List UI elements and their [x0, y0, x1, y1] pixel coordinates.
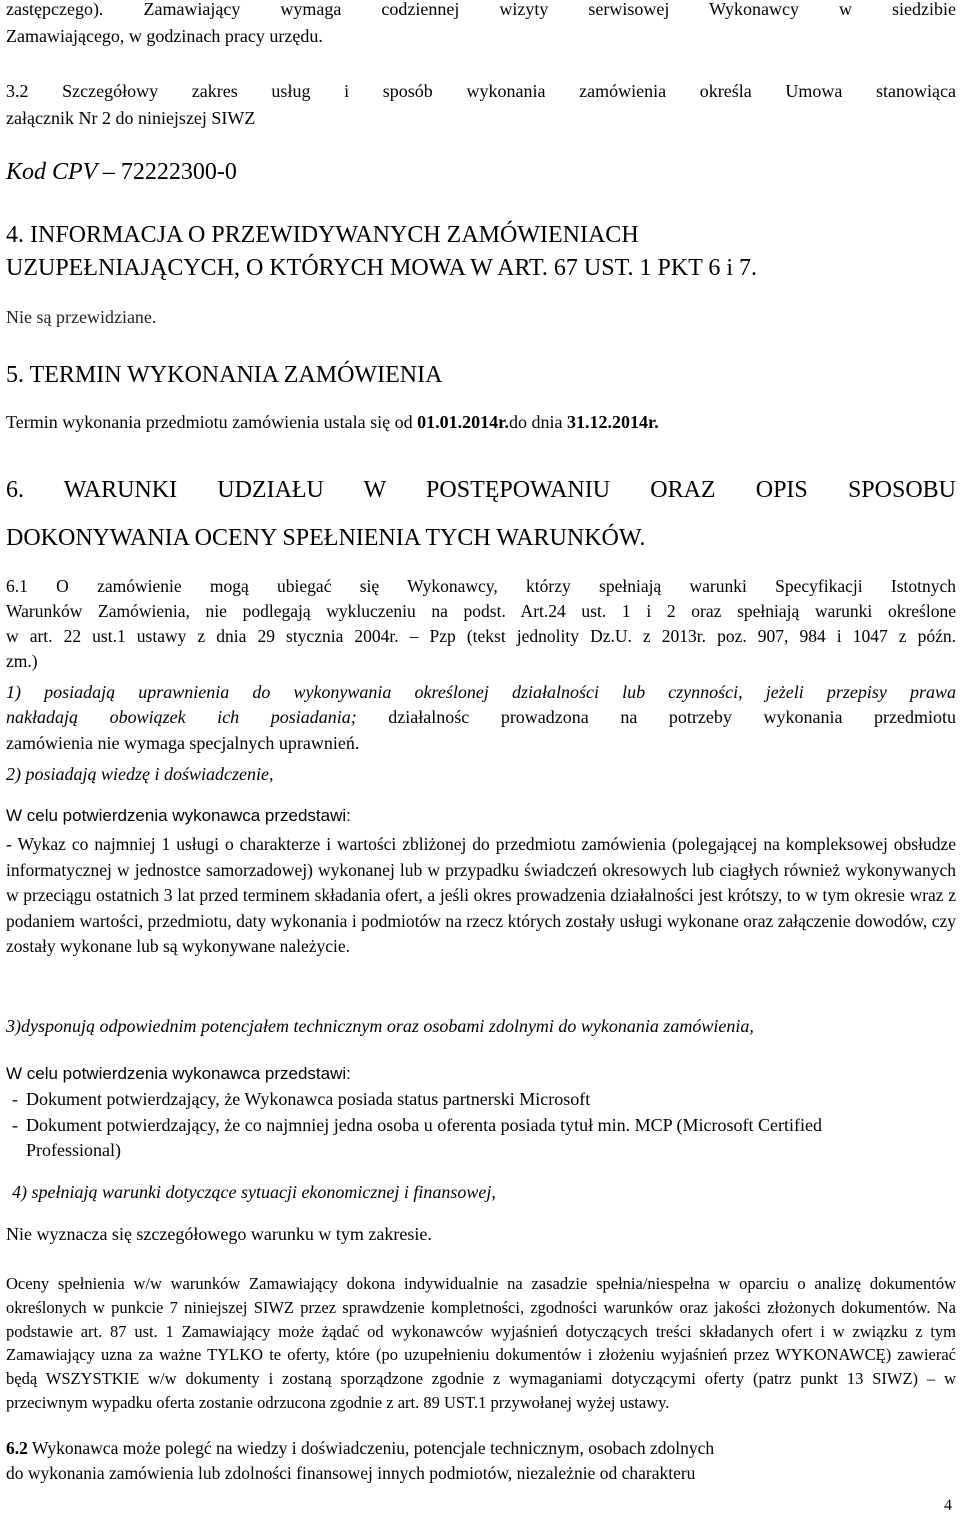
section-6-1-line-1: 6.1 O zamówienie mogą ubiegać się Wykonawcy, którzy spełniają warunki Specyfikacji Istotnych	[6, 576, 956, 596]
section-4-heading-line-2: UZUPEŁNIAJĄCYCH, O KTÓRYCH MOWA W ART. 67 UST. 1 PKT 6 i 7.	[6, 255, 758, 281]
condition-2: 2) posiadają wiedzę i doświadczenie,	[6, 764, 274, 784]
document-item: - Dokument potwierdzający, że Wykonawca posiada status partnerski Microsoft	[6, 1087, 906, 1113]
cpv-dash: –	[102, 159, 115, 185]
condition-1-line-1: 1) posiadają uprawnienia do wykonywania określonej działalności lub czynności, jeżeli przepisy prawa	[6, 682, 956, 702]
confirm-label-1: W celu potwierdzenia wykonawca przedstawi:	[6, 806, 351, 825]
section-6-2-line-1	[6, 1436, 956, 1462]
condition-1-rest: działalnośc prowadzona na potrzeby wykonania przedmiotu	[356, 707, 956, 727]
term-text: Termin wykonania przedmiotu zamówienia ustala się od	[6, 412, 418, 432]
page-number: 4	[944, 1497, 952, 1514]
condition-1-italic: nakładają obowiązek ich posiadania;	[6, 707, 357, 727]
section-6-heading-line-1: 6. WARUNKI UDZIAŁU W POSTĘPOWANIU ORAZ OPIS SPOSOBU	[6, 477, 956, 503]
section-5-text	[6, 410, 956, 436]
condition-1-line-2	[6, 705, 956, 731]
section-3-2-line-2: załącznik Nr 2 do niniejszej SIWZ	[6, 108, 256, 128]
cpv-label: Kod CPV	[6, 159, 97, 185]
section-4-note: Nie są przewidziane.	[6, 307, 157, 327]
confirm-label-2: W celu potwierdzenia wykonawca przedstawi:	[6, 1064, 351, 1083]
section-6-1-line-2: Warunków Zamówienia, nie podlegają wykluczeniu na podst. Art.24 ust. 1 i 2 oraz spełniają warunki określone	[6, 601, 956, 621]
section-5-heading: 5. TERMIN WYKONANIA ZAMÓWIENIA	[6, 362, 443, 388]
condition-2-evidence: - Wykaz co najmniej 1 usługi o charakterze i wartości zbliżonej do przedmiotu zamówienia (polegającej na kompleksowej obsłudze informatycznej w jednostce samorzadowej) wykonanej lub w przypadku świadczeń okresowych lub ciagłych również wykonywanych w przeciągu ostatnich 3 lat przed terminem składania ofert, a jeśli okres prowadzenia działalności jest krótszy, to w tym okresie wraz z podaniem wartości, przedmiotu, daty wykonania i podmiotów na rzecz których zostały usługi wykonane oraz załączenie dowodów, czy zostały wykonane lub są wykonywane należycie.	[6, 834, 956, 956]
term-date-from: 01.01.2014r.	[417, 412, 509, 432]
section-6-2-number: 6.2	[6, 1438, 28, 1458]
condition-4: 4) spełniają warunki dotyczące sytuacji ekonomicznej i finansowej,	[12, 1182, 496, 1202]
section-6-1-line-3: w art. 22 ust.1 ustawy z dnia 29 stycznia 2004r. – Pzp (tekst jednolity Dz.U. z 2013r. poz. 907, 984 i 1047 z późn.	[6, 626, 956, 646]
section-6-2-line-2: do wykonania zamówienia lub zdolności finansowej innych podmiotów, niezależnie od charakteru	[6, 1463, 696, 1483]
section-6-1-line-4: zm.)	[6, 651, 38, 671]
condition-3: 3)dysponują odpowiednim potencjałem technicznym oraz osobami zdolnymi do wykonania zamówienia,	[6, 1016, 754, 1036]
cpv-code-line	[6, 159, 956, 186]
intro-line-1: zastępczego). Zamawiający wymaga codziennej wizyty serwisowej Wykonawcy w siedzibie	[6, 0, 956, 19]
evaluation-paragraph: Oceny spełnienia w/w warunków Zamawiający dokona indywidualnie na zasadzie spełnia/niespełna w oparciu o analizę dokumentów określonych w punkcie 7 niniejszej SIWZ przez sprawdzenie kompletności, zgodności warunków oraz jakości złożonych dokumentów. Na podstawie art. 87 ust. 1 Zamawiający może żądać od wykonawców wyjaśnień dotyczących treści składanych ofert i w związku z tym Zamawiający uzna za ważne TYLKO te oferty, które (po uzupełnieniu dokumentów i złożeniu wyjaśnień przez WYKONAWCĘ) zawierać będą WSZYSTKIE w/w dokumenty i zostaną sporządzone zgodnie z wymaganiami dotyczącymi oferty (patrz punkt 13 SIWZ) – w przeciwnym wypadku oferta zostanie odrzucona zgodnie z art. 89 UST.1 przywołanej wyżej ustawy.	[6, 1274, 956, 1412]
section-3-2-line-1: 3.2 Szczegółowy zakres usług i sposób wykonania zamówienia określa Umowa stanowiąca	[6, 81, 956, 101]
term-date-to: 31.12.2014r.	[566, 412, 659, 432]
cpv-code: 72222300-0	[120, 159, 237, 185]
condition-4-note: Nie wyznacza się szczegółowego warunku w tym zakresie.	[6, 1224, 432, 1244]
term-text-to: do dnia	[508, 412, 567, 432]
condition-3-documents	[6, 1087, 906, 1164]
section-6-2-text: Wykonawca może polegć na wiedzy i doświadczeniu, potencjale technicznym, osobach zdolnych	[27, 1438, 715, 1458]
document-item: - Dokument potwierdzający, że co najmniej jedna osoba u oferenta posiada tytuł min. MCP (Microsoft Certified Professional)	[6, 1113, 906, 1164]
section-6-heading-line-2: DOKONYWANIA OCENY SPEŁNIENIA TYCH WARUNKÓW.	[6, 525, 646, 551]
section-4-heading-line-1: 4. INFORMACJA O PRZEWIDYWANYCH ZAMÓWIENIACH	[6, 222, 639, 248]
intro-line-2: Zamawiającego, w godzinach pracy urzędu.	[6, 26, 323, 46]
condition-1-line-3: zamówienia nie wymaga specjalnych uprawnień.	[6, 733, 360, 753]
